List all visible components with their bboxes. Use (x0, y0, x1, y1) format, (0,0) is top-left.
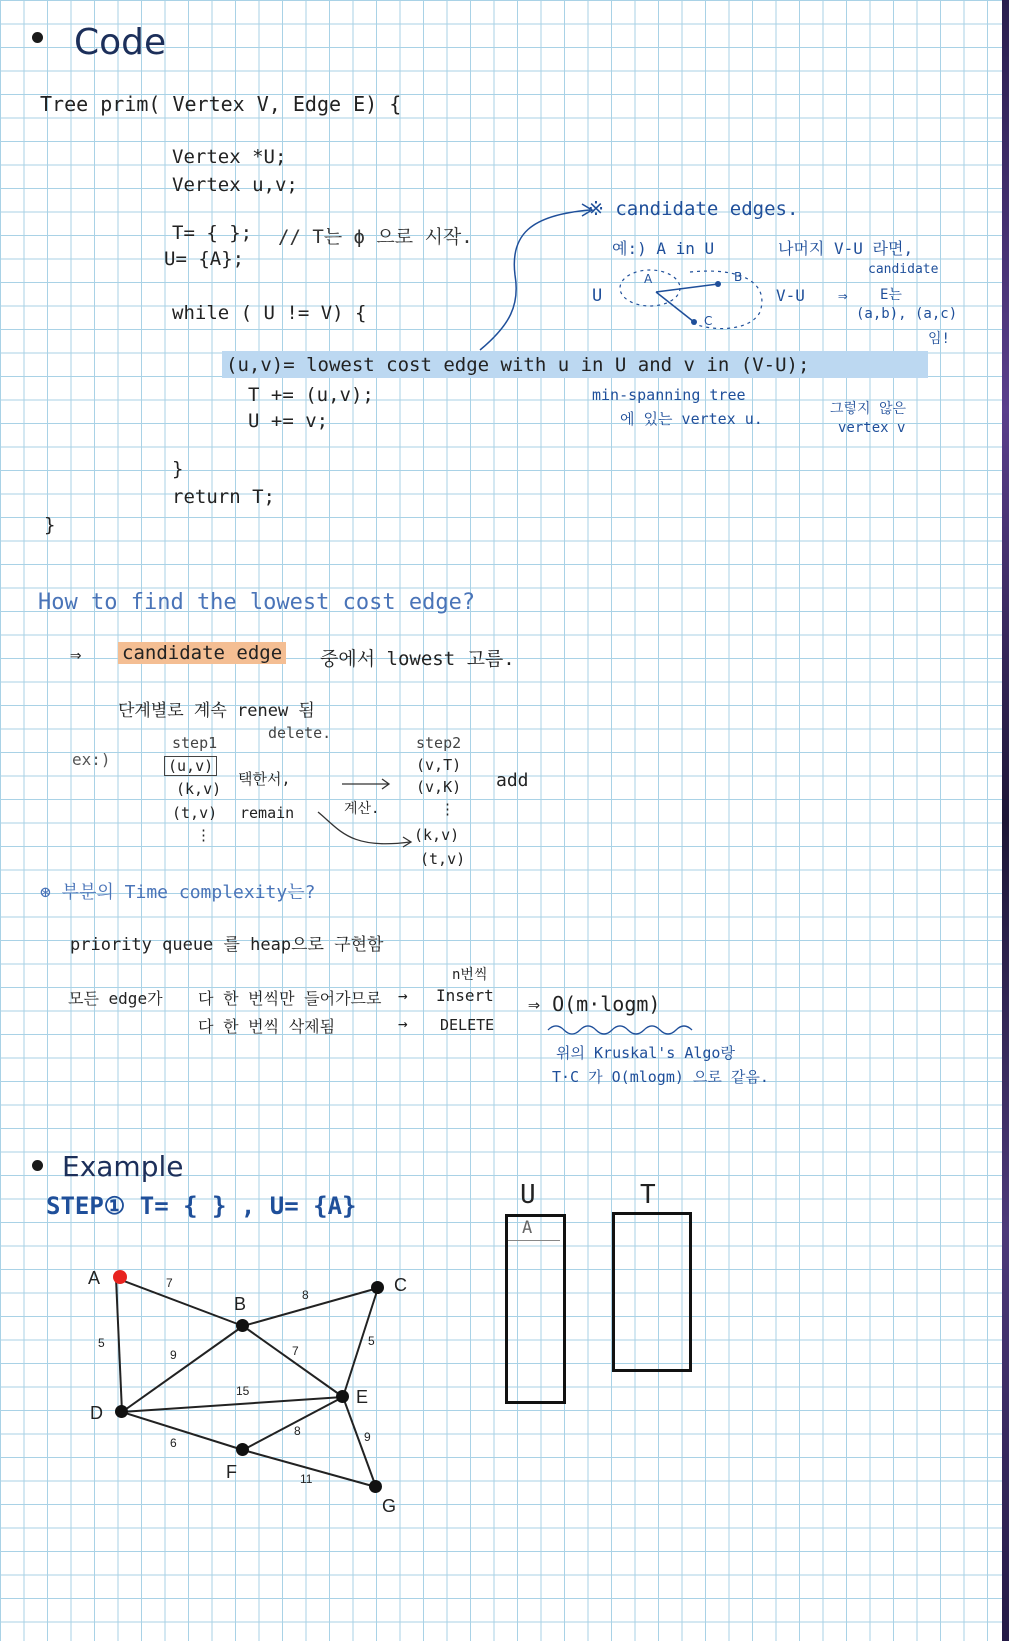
init-t-comment: // T는 ϕ 으로 시작. (278, 226, 473, 248)
side-node-b: B (734, 270, 743, 284)
under-v-line2: vertex v (838, 420, 906, 436)
node-g (369, 1480, 382, 1493)
step-one-line: STEP① T= { } , U= {A} (46, 1192, 357, 1220)
node-label-d: D (90, 1403, 103, 1423)
prim-signature: Tree prim( Vertex V, Edge E) { (40, 92, 402, 116)
close-function: } (44, 514, 56, 536)
example-heading: Example (62, 1150, 184, 1183)
u-set-box (505, 1214, 566, 1404)
node-e (336, 1390, 349, 1403)
side-v-minus-u: V-U (776, 286, 805, 305)
all-edges-note: 모든 edge가 (68, 989, 163, 1008)
u-box-contents: A (522, 1218, 533, 1238)
node-label-c: C (394, 1275, 407, 1295)
u-box-divider (508, 1240, 560, 1241)
node-b (236, 1319, 249, 1332)
init-t: T= { }; (172, 222, 253, 244)
how-question: How to find the lowest cost edge? (38, 590, 476, 615)
bullet-code (32, 32, 43, 43)
t-box-label: T (640, 1180, 656, 1210)
edge-weight-eg: 9 (364, 1430, 371, 1444)
step1-uv: (u,v) (164, 756, 217, 776)
u-box-label: U (520, 1180, 536, 1210)
delete-op: DELETE (440, 1016, 495, 1034)
t-update-line: T += (u,v); (248, 384, 374, 406)
ex-label: ex:) (72, 750, 111, 769)
edge-weight-ab: 7 (166, 1276, 173, 1290)
node-label-a: A (88, 1268, 101, 1288)
init-u: U= {A}; (164, 248, 245, 270)
step2-dots: ⋮ (440, 800, 455, 818)
edge-weight-ef: 8 (294, 1424, 301, 1438)
result-underline (546, 1020, 706, 1036)
answer-rest: 중에서 lowest 고름. (320, 648, 515, 670)
decl-vertex-u: Vertex *U; (172, 146, 287, 168)
step2-vt: (v,T) (416, 756, 462, 774)
t-set-box (612, 1212, 692, 1372)
recalc-note: 계산. (344, 801, 380, 817)
step2-vk: (v,K) (416, 778, 462, 796)
return-line: return T; (172, 486, 275, 508)
node-label-f: F (226, 1462, 237, 1482)
close-while: } (172, 458, 184, 480)
edge-weight-ad: 5 (98, 1336, 105, 1350)
side-arrow: ⇒ (838, 286, 848, 305)
step2-label: step2 (416, 734, 462, 752)
candidate-example-line: 예:) A in U (612, 239, 715, 258)
lowest-cost-line: (u,v)= lowest cost edge with u in U and v in (V-U); (226, 354, 810, 376)
renew-note: 단계별로 계속 renew 됨 (118, 701, 315, 721)
decl-vertex-uv: Vertex u,v; (172, 174, 298, 196)
edge-weight-be: 7 (292, 1344, 299, 1358)
node-label-g: G (382, 1496, 397, 1516)
node-f (236, 1443, 249, 1456)
n-times-note: n번씩 (452, 967, 488, 983)
edge-weight-ce: 5 (368, 1334, 375, 1348)
under-u-line2: 에 있는 vertex u. (620, 410, 763, 428)
choose-note: 택한서, (238, 770, 291, 788)
node-label-b: B (234, 1294, 247, 1314)
remain-note: remain (240, 804, 295, 822)
step1-dots: ⋮ (196, 826, 211, 844)
note-connector-curve (460, 195, 620, 365)
same-as-kruskal-1: 위의 Kruskal's Algo랑 (556, 1044, 735, 1062)
side-pairs: (a,b), (a,c) (856, 306, 958, 322)
candidate-edges-title: ※ candidate edges. (588, 198, 799, 220)
side-edge-word: E는 (880, 287, 902, 303)
code-heading: Code (74, 22, 167, 63)
step1-label: step1 (172, 734, 218, 752)
side-mini-graph (610, 262, 770, 342)
edge-weight-bd: 9 (170, 1348, 177, 1362)
side-em: 임! (928, 331, 950, 347)
node-label-e: E (356, 1387, 369, 1407)
node-c (371, 1281, 384, 1294)
while-line: while ( U != V) { (172, 302, 367, 324)
step2-kv: (k,v) (414, 826, 460, 844)
u-update-line: U += v; (248, 410, 329, 432)
edge-weight-df: 6 (170, 1436, 177, 1450)
arrow-insert: → (398, 986, 408, 1005)
once-del-note: 다 한 번씩 삭제됨 (198, 1017, 336, 1036)
candidate-example-cont: 나머지 V-U 라면, (778, 239, 914, 258)
step2-tv: (t,v) (420, 850, 466, 868)
candidate-edge-highlight: candidate edge (118, 642, 286, 664)
node-a-start (113, 1270, 127, 1284)
same-as-kruskal-2: T·C 가 O(mlogm) 으로 같음. (552, 1068, 769, 1086)
complexity-question: ⊛ 부분의 Time complexity는? (40, 882, 316, 903)
under-u-line1: min-spanning tree (592, 386, 746, 404)
answer-arrow: ⇒ (70, 644, 82, 666)
edge-weight-fg: 11 (300, 1472, 313, 1486)
bullet-example (32, 1160, 43, 1171)
side-node-c: C (704, 314, 713, 328)
page-edge-strip (1002, 0, 1009, 1641)
node-d (115, 1405, 128, 1418)
add-note: add (496, 770, 529, 791)
side-u-symbol: U (592, 286, 603, 306)
step1-tv: (t,v) (172, 804, 218, 822)
edge-weight-de: 15 (236, 1384, 250, 1398)
under-v-line1: 그렇지 않은 (830, 401, 907, 417)
complexity-result: ⇒ O(m·logm) (528, 992, 661, 1016)
candidate-label: candidate (868, 262, 939, 277)
side-node-a: A (644, 272, 653, 286)
delete-note: delete. (268, 724, 332, 742)
step-arrows (310, 760, 420, 860)
once-in-note: 다 한 번씩만 들어가므로 (198, 989, 382, 1008)
edge-weight-bc: 8 (302, 1288, 309, 1302)
arrow-delete: → (398, 1014, 408, 1033)
insert-op: Insert (436, 986, 494, 1005)
step1-kv: (k,v) (176, 780, 222, 798)
priority-queue-note: priority queue 를 heap으로 구현함 (70, 935, 384, 955)
